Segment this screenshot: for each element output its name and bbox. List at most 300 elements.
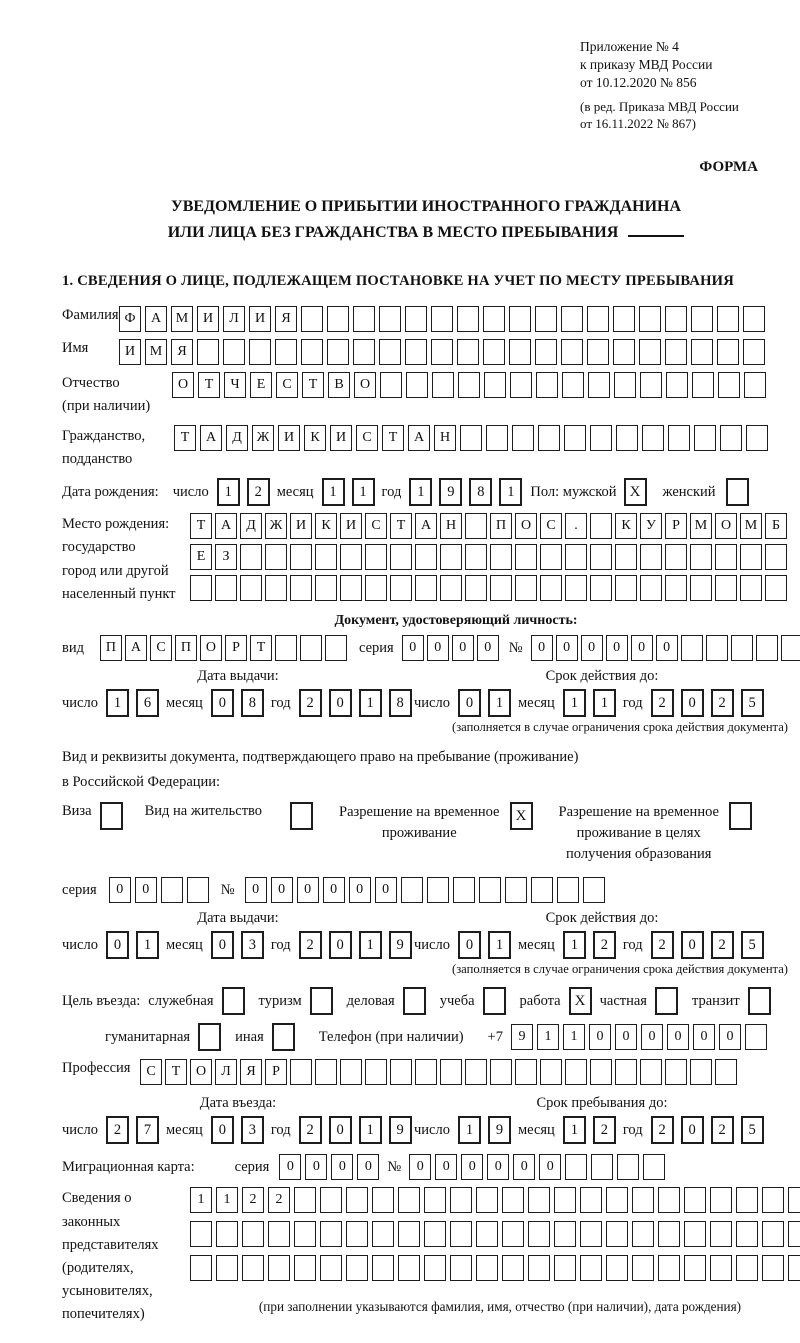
char-cell[interactable] [743,339,765,365]
char-cell[interactable] [502,1255,524,1281]
digit-cell[interactable]: 3 [241,931,264,959]
char-cell[interactable] [535,339,557,365]
char-cell[interactable] [515,544,537,570]
char-cell[interactable] [275,635,297,661]
char-cell[interactable] [242,1221,264,1247]
char-cell[interactable]: А [408,425,430,451]
purpose-work-checkbox[interactable]: X [569,987,592,1015]
digit-cell[interactable]: 2 [299,931,322,959]
char-cell[interactable] [745,1024,767,1050]
char-cell[interactable]: А [145,306,167,332]
char-cell[interactable] [415,575,437,601]
char-cell[interactable] [325,635,347,661]
digit-cell[interactable]: 2 [299,1116,322,1144]
char-cell[interactable] [457,339,479,365]
char-cell[interactable]: С [276,372,298,398]
char-cell[interactable]: 0 [427,635,449,661]
char-cell[interactable] [242,1255,264,1281]
char-cell[interactable]: 0 [719,1024,741,1050]
char-cell[interactable]: М [690,513,712,539]
digit-cell[interactable]: 8 [241,689,264,717]
char-cell[interactable] [440,1059,462,1085]
char-cell[interactable] [690,1059,712,1085]
char-cell[interactable] [715,575,737,601]
digit-cell[interactable]: 1 [563,1116,586,1144]
char-cell[interactable] [632,1255,654,1281]
char-cell[interactable] [190,1221,212,1247]
char-cell[interactable] [720,425,742,451]
char-cell[interactable]: Р [265,1059,287,1085]
char-cell[interactable] [565,575,587,601]
digit-cell[interactable]: 0 [681,1116,704,1144]
char-cell[interactable] [640,1059,662,1085]
digit-cell[interactable]: 6 [136,689,159,717]
digit-cell[interactable]: 1 [136,931,159,959]
digit-cell[interactable]: 1 [499,478,522,506]
char-cell[interactable] [590,425,612,451]
char-cell[interactable] [300,635,322,661]
char-cell[interactable] [294,1187,316,1213]
char-cell[interactable] [643,1154,665,1180]
digit-cell[interactable]: 2 [299,689,322,717]
char-cell[interactable] [565,544,587,570]
char-cell[interactable] [632,1221,654,1247]
char-cell[interactable] [265,544,287,570]
char-cell[interactable] [465,1059,487,1085]
char-cell[interactable] [717,306,739,332]
char-cell[interactable]: О [354,372,376,398]
char-cell[interactable] [731,635,753,661]
char-cell[interactable] [223,339,245,365]
char-cell[interactable] [665,575,687,601]
char-cell[interactable] [565,1059,587,1085]
char-cell[interactable] [216,1255,238,1281]
char-cell[interactable] [684,1221,706,1247]
char-cell[interactable] [390,544,412,570]
char-cell[interactable] [427,877,449,903]
char-cell[interactable] [315,1059,337,1085]
char-cell[interactable]: 0 [109,877,131,903]
char-cell[interactable] [690,544,712,570]
char-cell[interactable]: Я [171,339,193,365]
char-cell[interactable] [505,877,527,903]
digit-cell[interactable]: 1 [106,689,129,717]
char-cell[interactable]: С [140,1059,162,1085]
char-cell[interactable] [536,372,558,398]
char-cell[interactable] [490,1059,512,1085]
char-cell[interactable]: П [490,513,512,539]
char-cell[interactable] [290,1059,312,1085]
char-cell[interactable] [294,1255,316,1281]
char-cell[interactable]: Ф [119,306,141,332]
sex-female-checkbox[interactable] [726,478,749,506]
char-cell[interactable] [718,372,740,398]
char-cell[interactable]: 1 [537,1024,559,1050]
char-cell[interactable] [320,1221,342,1247]
char-cell[interactable] [372,1255,394,1281]
char-cell[interactable] [781,635,800,661]
digit-cell[interactable]: 9 [488,1116,511,1144]
digit-cell[interactable]: 1 [352,478,375,506]
char-cell[interactable]: С [365,513,387,539]
char-cell[interactable] [613,339,635,365]
char-cell[interactable] [190,575,212,601]
char-cell[interactable] [668,425,690,451]
char-cell[interactable] [606,1187,628,1213]
char-cell[interactable]: 0 [435,1154,457,1180]
char-cell[interactable] [765,544,787,570]
char-cell[interactable]: 0 [667,1024,689,1050]
char-cell[interactable] [465,513,487,539]
char-cell[interactable] [666,372,688,398]
char-cell[interactable] [710,1187,732,1213]
digit-cell[interactable]: 0 [211,931,234,959]
char-cell[interactable]: 0 [409,1154,431,1180]
char-cell[interactable] [379,339,401,365]
digit-cell[interactable]: 1 [409,478,432,506]
char-cell[interactable] [515,575,537,601]
digit-cell[interactable]: 1 [563,931,586,959]
char-cell[interactable] [591,1154,613,1180]
char-cell[interactable] [590,575,612,601]
edu-permit-checkbox[interactable] [729,802,752,830]
char-cell[interactable] [665,339,687,365]
char-cell[interactable]: 0 [556,635,578,661]
char-cell[interactable]: К [315,513,337,539]
residence-permit-checkbox[interactable] [290,802,313,830]
char-cell[interactable]: О [190,1059,212,1085]
char-cell[interactable]: А [215,513,237,539]
char-cell[interactable]: 0 [513,1154,535,1180]
char-cell[interactable] [564,425,586,451]
char-cell[interactable]: 0 [331,1154,353,1180]
purpose-official-checkbox[interactable] [222,987,245,1015]
char-cell[interactable] [398,1187,420,1213]
char-cell[interactable]: С [356,425,378,451]
char-cell[interactable]: 1 [190,1187,212,1213]
digit-cell[interactable]: 9 [439,478,462,506]
char-cell[interactable] [762,1255,784,1281]
char-cell[interactable]: М [740,513,762,539]
char-cell[interactable] [401,877,423,903]
char-cell[interactable]: 0 [135,877,157,903]
digit-cell[interactable]: 1 [458,1116,481,1144]
purpose-business-checkbox[interactable] [403,987,426,1015]
char-cell[interactable]: Т [174,425,196,451]
char-cell[interactable] [590,544,612,570]
digit-cell[interactable]: 0 [329,931,352,959]
char-cell[interactable] [479,877,501,903]
char-cell[interactable] [216,1221,238,1247]
char-cell[interactable]: А [200,425,222,451]
char-cell[interactable]: 0 [452,635,474,661]
char-cell[interactable] [535,306,557,332]
char-cell[interactable]: Я [240,1059,262,1085]
char-cell[interactable]: 0 [271,877,293,903]
char-cell[interactable] [380,372,402,398]
char-cell[interactable] [483,339,505,365]
char-cell[interactable] [509,339,531,365]
digit-cell[interactable]: 1 [593,689,616,717]
char-cell[interactable] [509,306,531,332]
char-cell[interactable]: 0 [349,877,371,903]
digit-cell[interactable]: 1 [488,689,511,717]
char-cell[interactable] [365,1059,387,1085]
char-cell[interactable]: 2 [242,1187,264,1213]
char-cell[interactable]: Я [275,306,297,332]
digit-cell[interactable]: 2 [247,478,270,506]
char-cell[interactable] [684,1187,706,1213]
char-cell[interactable] [458,372,480,398]
char-cell[interactable]: И [249,306,271,332]
char-cell[interactable] [658,1255,680,1281]
digit-cell[interactable]: 1 [563,689,586,717]
digit-cell[interactable]: 2 [711,1116,734,1144]
char-cell[interactable] [215,575,237,601]
char-cell[interactable]: П [100,635,122,661]
char-cell[interactable] [632,1187,654,1213]
char-cell[interactable] [240,544,262,570]
digit-cell[interactable]: 2 [651,1116,674,1144]
digit-cell[interactable]: 5 [741,1116,764,1144]
char-cell[interactable] [617,1154,639,1180]
digit-cell[interactable]: 1 [488,931,511,959]
char-cell[interactable]: С [150,635,172,661]
char-cell[interactable] [590,513,612,539]
digit-cell[interactable]: 1 [359,689,382,717]
char-cell[interactable] [561,306,583,332]
char-cell[interactable]: К [615,513,637,539]
digit-cell[interactable]: 5 [741,931,764,959]
digit-cell[interactable]: 2 [651,689,674,717]
char-cell[interactable]: Т [382,425,404,451]
char-cell[interactable] [538,425,560,451]
char-cell[interactable]: О [715,513,737,539]
char-cell[interactable] [639,339,661,365]
char-cell[interactable] [424,1187,446,1213]
digit-cell[interactable]: 1 [359,931,382,959]
char-cell[interactable] [476,1255,498,1281]
char-cell[interactable]: И [197,306,219,332]
char-cell[interactable]: 0 [461,1154,483,1180]
char-cell[interactable]: С [540,513,562,539]
char-cell[interactable] [588,372,610,398]
char-cell[interactable] [640,575,662,601]
digit-cell[interactable]: 0 [681,689,704,717]
char-cell[interactable] [490,575,512,601]
char-cell[interactable] [346,1221,368,1247]
visa-checkbox[interactable] [100,802,123,830]
char-cell[interactable] [691,306,713,332]
char-cell[interactable] [756,635,778,661]
char-cell[interactable] [512,425,534,451]
char-cell[interactable]: И [290,513,312,539]
char-cell[interactable] [440,575,462,601]
char-cell[interactable]: Л [215,1059,237,1085]
char-cell[interactable] [315,575,337,601]
char-cell[interactable]: И [119,339,141,365]
char-cell[interactable] [465,544,487,570]
char-cell[interactable]: 0 [402,635,424,661]
char-cell[interactable] [398,1221,420,1247]
char-cell[interactable] [424,1221,446,1247]
char-cell[interactable] [690,575,712,601]
digit-cell[interactable]: 8 [389,689,412,717]
char-cell[interactable] [692,372,714,398]
digit-cell[interactable]: 2 [106,1116,129,1144]
char-cell[interactable] [346,1255,368,1281]
char-cell[interactable] [540,575,562,601]
sex-male-checkbox[interactable]: X [624,478,647,506]
char-cell[interactable] [190,1255,212,1281]
char-cell[interactable] [762,1187,784,1213]
char-cell[interactable]: Р [225,635,247,661]
char-cell[interactable] [405,339,427,365]
char-cell[interactable]: 0 [606,635,628,661]
digit-cell[interactable]: 5 [741,689,764,717]
char-cell[interactable] [658,1187,680,1213]
char-cell[interactable] [614,372,636,398]
char-cell[interactable]: 0 [245,877,267,903]
char-cell[interactable] [583,877,605,903]
char-cell[interactable] [340,544,362,570]
digit-cell[interactable]: 0 [106,931,129,959]
char-cell[interactable]: 0 [581,635,603,661]
char-cell[interactable]: 0 [487,1154,509,1180]
char-cell[interactable]: 0 [279,1154,301,1180]
char-cell[interactable]: Т [250,635,272,661]
temp-permit-checkbox[interactable]: X [510,802,533,830]
digit-cell[interactable]: 0 [681,931,704,959]
char-cell[interactable]: 0 [641,1024,663,1050]
char-cell[interactable] [294,1221,316,1247]
char-cell[interactable] [640,544,662,570]
char-cell[interactable] [565,1154,587,1180]
char-cell[interactable] [557,877,579,903]
char-cell[interactable]: 0 [531,635,553,661]
char-cell[interactable] [528,1221,550,1247]
char-cell[interactable] [715,1059,737,1085]
char-cell[interactable]: З [215,544,237,570]
char-cell[interactable] [606,1221,628,1247]
digit-cell[interactable]: 2 [593,931,616,959]
char-cell[interactable]: 1 [563,1024,585,1050]
char-cell[interactable] [562,372,584,398]
char-cell[interactable] [613,306,635,332]
digit-cell[interactable]: 2 [593,1116,616,1144]
digit-cell[interactable]: 0 [211,689,234,717]
char-cell[interactable]: Т [302,372,324,398]
char-cell[interactable] [405,306,427,332]
char-cell[interactable] [465,575,487,601]
char-cell[interactable] [665,1059,687,1085]
char-cell[interactable] [681,635,703,661]
char-cell[interactable] [327,339,349,365]
char-cell[interactable]: П [175,635,197,661]
char-cell[interactable]: 0 [357,1154,379,1180]
char-cell[interactable] [476,1187,498,1213]
char-cell[interactable]: Ч [224,372,246,398]
char-cell[interactable]: 0 [589,1024,611,1050]
char-cell[interactable] [665,306,687,332]
char-cell[interactable] [460,425,482,451]
char-cell[interactable] [249,339,271,365]
char-cell[interactable] [684,1255,706,1281]
char-cell[interactable] [788,1221,800,1247]
char-cell[interactable] [580,1255,602,1281]
char-cell[interactable]: Ж [252,425,274,451]
char-cell[interactable]: О [172,372,194,398]
char-cell[interactable]: 0 [305,1154,327,1180]
digit-cell[interactable]: 1 [359,1116,382,1144]
char-cell[interactable]: Ж [265,513,287,539]
char-cell[interactable]: К [304,425,326,451]
char-cell[interactable]: А [125,635,147,661]
char-cell[interactable] [476,1221,498,1247]
char-cell[interactable] [424,1255,446,1281]
char-cell[interactable] [372,1187,394,1213]
char-cell[interactable] [268,1255,290,1281]
char-cell[interactable] [268,1221,290,1247]
char-cell[interactable] [746,425,768,451]
char-cell[interactable] [788,1255,800,1281]
char-cell[interactable] [431,306,453,332]
char-cell[interactable]: О [515,513,537,539]
char-cell[interactable] [580,1221,602,1247]
char-cell[interactable] [320,1255,342,1281]
char-cell[interactable]: Р [665,513,687,539]
char-cell[interactable] [290,575,312,601]
char-cell[interactable] [744,372,766,398]
char-cell[interactable]: 0 [539,1154,561,1180]
char-cell[interactable] [640,372,662,398]
char-cell[interactable] [327,306,349,332]
char-cell[interactable] [554,1187,576,1213]
char-cell[interactable]: И [278,425,300,451]
char-cell[interactable]: Н [440,513,462,539]
digit-cell[interactable]: 1 [217,478,240,506]
purpose-other-checkbox[interactable] [272,1023,295,1051]
char-cell[interactable] [390,1059,412,1085]
char-cell[interactable] [736,1187,758,1213]
char-cell[interactable] [615,544,637,570]
digit-cell[interactable]: 8 [469,478,492,506]
char-cell[interactable] [531,877,553,903]
digit-cell[interactable]: 0 [329,689,352,717]
char-cell[interactable]: Н [434,425,456,451]
char-cell[interactable] [665,544,687,570]
char-cell[interactable] [740,544,762,570]
digit-cell[interactable]: 2 [651,931,674,959]
char-cell[interactable] [340,1059,362,1085]
purpose-humanitarian-checkbox[interactable] [198,1023,221,1051]
digit-cell[interactable]: 0 [458,689,481,717]
char-cell[interactable]: Л [223,306,245,332]
char-cell[interactable] [457,306,479,332]
char-cell[interactable] [587,339,609,365]
char-cell[interactable]: Т [198,372,220,398]
char-cell[interactable] [540,544,562,570]
char-cell[interactable]: Д [226,425,248,451]
char-cell[interactable] [398,1255,420,1281]
char-cell[interactable]: В [328,372,350,398]
char-cell[interactable] [353,339,375,365]
char-cell[interactable]: Е [190,544,212,570]
char-cell[interactable] [715,544,737,570]
char-cell[interactable] [615,575,637,601]
char-cell[interactable]: У [640,513,662,539]
char-cell[interactable] [788,1187,800,1213]
